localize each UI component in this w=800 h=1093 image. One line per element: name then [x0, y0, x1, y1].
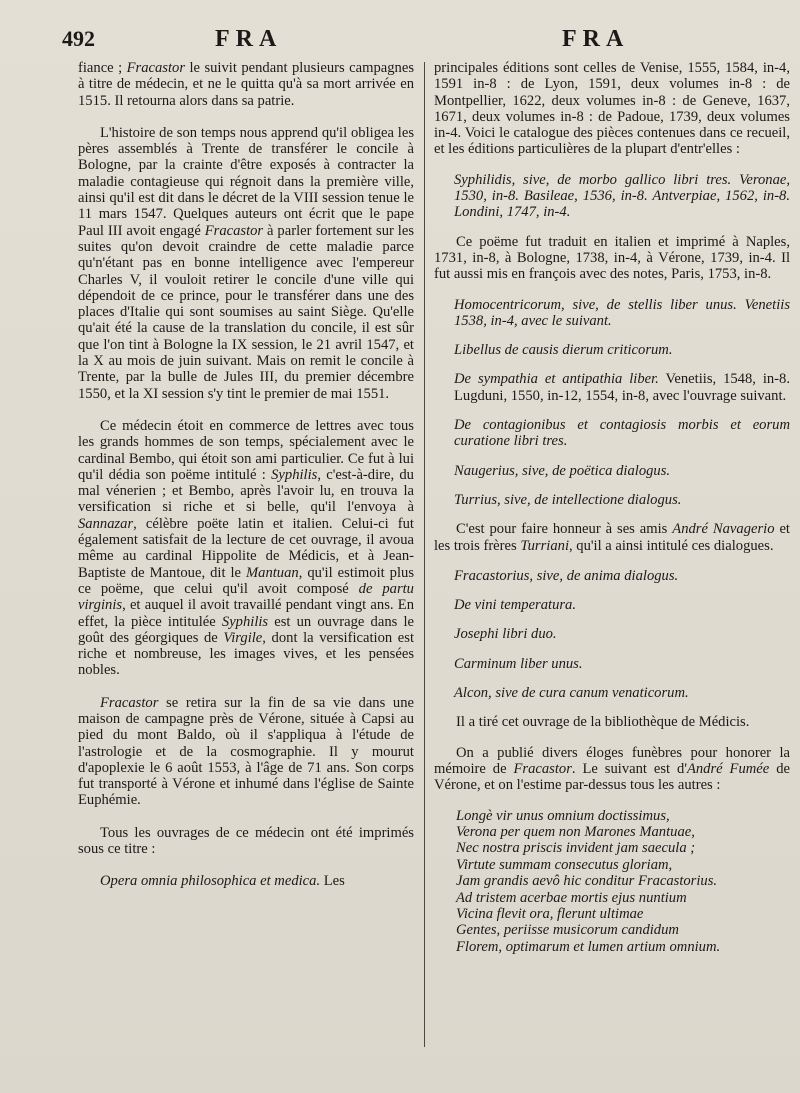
- work-entry: De sympathia et antipathia liber. Venetiis, 1548, in-8. Lugduni, 1550, in-12, 1554, in-8, avec l'ouvrage suivant.: [454, 371, 790, 404]
- work-entry: Homocentricorum, sive, de stellis liber unus. Venetiis 1538, in-4, avec le suivant.: [454, 296, 791, 329]
- work-entry: Naugerius, sive, de poëtica dialogus.: [454, 462, 671, 479]
- paragraph: Tous les ouvrages de ce médecin ont été imprimés sous ce titre :: [78, 824, 414, 858]
- work-entry: Libellus de causis dierum criticorum.: [454, 342, 673, 359]
- poem-line: Vicina flevit ora, flerunt ultimae: [456, 905, 644, 922]
- work-entry: De contagionibus et contagiosis morbis et eorum curatione libri tres.: [454, 417, 790, 450]
- work-entry: Josephi libri duo.: [454, 626, 557, 643]
- work-entry: Alcon, sive de cura canum venaticorum.: [454, 685, 689, 702]
- poem-line: Verona per quem non Marones Mantuae,: [456, 823, 695, 840]
- column-divider: [424, 62, 425, 1047]
- page-number: 492: [62, 26, 95, 51]
- epitaph-poem: [456, 808, 790, 956]
- person-name: Fracastor: [126, 60, 185, 76]
- paragraph: Fracastor se retira sur la fin de sa vie dans une maison de campagne près de Vérone, située à Capsi au pied du mont Baldo, où il s'appliqua à l'étude de l'astrologie et de la cosmographie. Il y mourut d'apoplexie le 6 août 1553, à l'âge de 71 ans. Son corps fut transporté à Vérone et inhumé dans l'église de Sainte Euphémie.: [78, 694, 414, 809]
- page-header: [0, 26, 800, 56]
- paragraph: Ce médecin étoit en commerce de lettres avec tous les grands hommes de son temps, spécialement avec le cardinal Bembo, qui étoit son ami particulier. Ce fut à lui qu'il dédia son poëme intitulé : Syphilis, c'est-à-dire, du mal vénerien ; et Bembo, après l'avoir lu, en trouva la versification si riche et si belle, qu'il l'envoya à Sannazar, célèbre poëte latin et italien. Celui-ci fut également satisfait de la lecture de cet ouvrage, il avoua même au cardinal Hippolite de Médicis, et à Jean-Baptiste de Mantoue, dit le Mantuan, qu'il estimoit plus ce poëme, que celui qu'il avoit composé de partu virginis, et auquel il avoit travaillé pendant vingt ans. En effet, la pièce intitulée Syphilis est un ouvrage dans le goût des géorgiques de Virgile, dont la versification est riche et nombreuse, les images vives, et les pensées nobles.: [78, 417, 414, 679]
- work-entry: Turrius, sive, de intellectione dialogus.: [454, 491, 682, 508]
- left-column: [78, 60, 414, 906]
- poem-line: Gentes, periisse musicorum candidum: [456, 922, 679, 939]
- paragraph: principales éditions sont celles de Venise, 1555, 1584, in-4, 1591 in-8 : de Lyon, 1591, deux volumes in-8 : de Montpellier, 1622, deux volumes in-8 : de Geneve, 1637, 1671, deux volumes in-8 : de Padoue, 1739, deux volumes in-4. Voici le catalogue des pièces contenues dans ce recueil, et les éditions particulières de la plupart d'entr'elles :: [434, 60, 790, 158]
- running-head-right: FRA: [562, 26, 630, 52]
- paragraph: fiance ; Fracastor le suivit pendant plusieurs campagnes à titre de médecin, et ne le quitta qu'à sa mort arrivée en 1515. Il retourna alors dans sa patrie.: [78, 60, 414, 109]
- paragraph: Ce poëme fut traduit en italien et imprimé à Naples, 1731, in-8, à Bologne, 1738, in-4, à Vérone, 1739, in-4. Il fut aussi mis en françois avec des notes, Paris, 1753, in-8.: [434, 233, 790, 283]
- right-column: [434, 60, 790, 955]
- paragraph: L'histoire de son temps nous apprend qu'il obligea les pères assemblés à Trente de transférer le concile à Bologne, par la crainte d'être exposés à contracter la maladie contagieuse qui régnoit dans la première ville, ainsi qu'il est dit dans le décret de la VIII session tenue le 11 mars 1547. Quelques auteurs ont écrit que le pape Paul III avoit engagé Fracastor à parler fortement sur les suites qu'on devoit craindre de cette maladie parce qu'n'étant pas en bonne intelligence avec l'empereur Charles V, il vouloit retirer le concile d'une ville qui dépendoit de ce prince, pour le transférer dans une des places d'Italie qui sont soumises au saint Siège. Qu'elle qu'ait été la cause de la translation du concile, il est sûr que l'on tint à Bologne la IX session, le 21 avril 1547, et la X au mois de juin suivant. Mais on remit le concile à Trente, par la bulle de Jules III, du premier décembre 1550, et la XI session s'y tint le premier de mai 1551.: [78, 124, 415, 402]
- person-name: Fracastor: [204, 222, 264, 239]
- paragraph: Opera omnia philosophica et medica. Les: [100, 873, 345, 890]
- paragraph: Il a tiré cet ouvrage de la bibliothèque de Médicis.: [456, 714, 750, 731]
- poem-line: Ad tristem acerbae mortis ejus nuntium: [456, 889, 687, 906]
- running-head-left: FRA: [215, 26, 283, 52]
- paragraph: On a publié divers éloges funèbres pour honorer la mémoire de Fracastor. Le suivant est d'André Fumée de Vérone, et on l'estime par-dessus tous les autres :: [434, 744, 790, 794]
- poem-line: Virtute summam consecutus gloriam,: [456, 856, 673, 873]
- work-entry: Syphilidis, sive, de morbo gallico libri tres. Veronae, 1530, in-8. Basileae, 1536, in-8. Antverpiae, 1562, in-8. Londini, 1747, in-4.: [454, 171, 790, 221]
- poem-line: Florem, optimarum et lumen artium omnium.: [456, 938, 721, 955]
- poem-line: Longè vir unus omnium doctissimus,: [456, 807, 670, 824]
- work-entry: Fracastorius, sive, de anima dialogus.: [454, 567, 679, 584]
- work-entry: Carminum liber unus.: [454, 655, 583, 672]
- poem-line: Jam grandis aevô hic conditur Fracastorius.: [456, 873, 718, 890]
- poem-line: Nec nostra priscis invident jam saecula ;: [456, 840, 696, 857]
- work-entry: De vini temperatura.: [454, 597, 576, 614]
- paragraph: C'est pour faire honneur à ses amis André Navagerio et les trois frères Turriani, qu'il a ainsi intitulé ces dialogues.: [434, 521, 790, 554]
